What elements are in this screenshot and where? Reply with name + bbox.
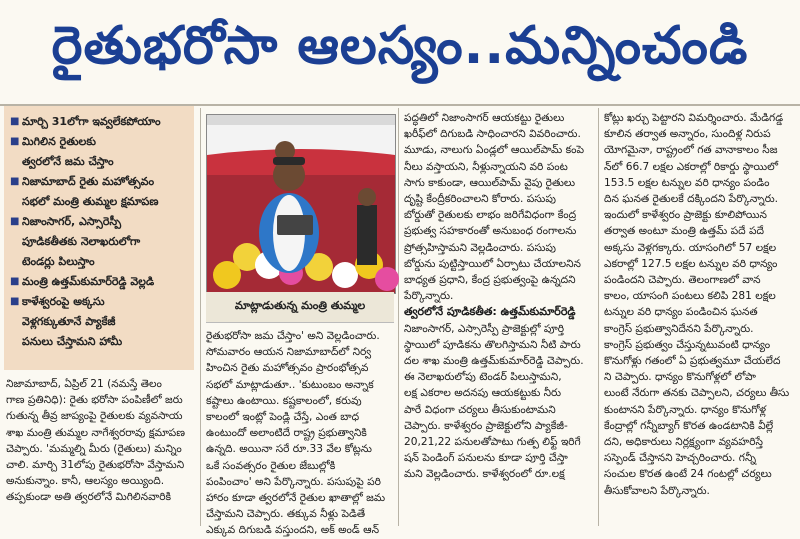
article-line: చెప్పారు. కాళేశ్వరం ప్రాజెక్టులోని ప్యాకేజీ- [404,419,568,432]
highlight-item [10,172,190,192]
article-line: నిజాంసాగర్‌, ఎస్సారెస్పీ ప్రాజెక్టుల్లో పూర్తి [404,322,565,335]
article-line: ఉన్నది. అయినా సరే రూ.33 వేల కోట్లను [206,443,372,456]
article-line: ఉంటుందో అలాంటిదే రాష్ట్ర ప్రభుత్వానికి [206,427,367,440]
square-bullet-icon [10,332,22,352]
square-bullet-icon [10,192,22,212]
article-line: చేస్తామని చెప్పారు. తక్కువ నీళ్లు పెడితే [206,508,366,521]
article-column-3 [404,110,594,526]
article-line: ఎకరాల్లో 127.5 లక్షల టన్నుల వరి ధాన్యం [604,257,778,270]
article-line: కాలం, యాసంగి పంటలు కలిపి 281 లక్షల [604,290,776,303]
article-line: అనుకున్నాం. కానీ, ఆలస్యం అయ్యింది. [6,475,165,488]
article-line: కూలిన తర్వాత అన్నారం, సుందిళ్ల నిరుప [604,128,771,141]
article-line: తర్వాత అంటూ మంత్రి ఉత్తమ్‌ పదే పదే [604,225,764,238]
article-line: కాలంలో ఇంట్లో పెండ్లి చేస్తే, ఎంత బాధ [206,411,360,424]
highlight-text: సభలో మంత్రి తుమ్మల క్షమాపణ [22,195,159,208]
highlight-text: త్వరలోనే జమ చేస్తాం [22,155,114,168]
article-line: పద్ధతిలో నిజాంసాగర్‌ ఆయకట్టు రైతులు [404,112,565,124]
highlight-text: కాళేశ్వరంపై అక్కసు [22,295,105,308]
square-bullet-icon: ■ [10,116,20,127]
article-line: కేంద్రాల్లో గన్నీబ్యాగ్‌ కొరత ఉండటానికి వీల్లే [604,419,774,432]
highlight-item [10,132,190,152]
article-line: బోర్డును పుట్టిస్తాయిలో ఏర్పాటు చేయాలనిన [404,257,581,270]
highlight-item-continued [10,312,190,332]
headline: రైతుభరోసా ఆలస్యం..మన్నించండి [51,15,749,76]
article-line: సాగు కాకుండా, ఆయిల్‌పామ్‌ వైపు రైతులు [404,176,576,189]
article-line: ప్రోత్సహిస్తామని వెల్లడించారు. పసుపు [404,241,556,254]
article-line: దృష్టి కేంద్రీకరించాలని కోరారు. పసుపు [404,193,556,206]
article-line: కాంగ్రెస్‌ ప్రభుత్వం చేస్తున్నటువంటి ధాన్యం [604,338,771,351]
subheading: త్వరలోనే పూడికతీత: ఉత్తమ్‌కుమార్‌రెడ్డి [404,305,576,319]
article-line: బాధ్యత ప్రధాని, కేంద్ర ప్రభుత్వంపై ఉన్నదని [404,274,576,287]
article-line: ఇందులో కాళేశ్వరం ప్రాజెక్టు కూలిపోయిన [604,209,767,222]
article-line: ఎక్కువ దిగుబడి వస్తుందని, అక్‌ అండ్‌ ఆన్‌ [206,524,380,537]
article-line: తప్పకుండా అతి త్వరలోనే మిగిలినవారికి [6,491,172,504]
photo-caption: మాట్లాడుతున్న మంత్రి తుమ్మల [206,292,394,323]
highlight-item-continued [10,232,190,252]
square-bullet-icon: ■ [10,176,20,187]
article-line: షన్‌ పెండింగ్‌ పనులను కూడా పూర్తి చేస్తా [404,452,568,465]
article-line: సంచుల కొరత ఉంటే 24 గంటల్లో చర్యలు [604,468,772,481]
article-column-2 [206,328,394,537]
highlight-text: నిజామాబాద్‌ రైతు మహోత్సవం [22,175,155,188]
article-line: పేర్కొన్నారు. [404,290,454,303]
article-line: లక్ష ఎకరాల అదనపు ఆయకట్టుకు నీరు [404,387,562,400]
highlight-text: టెండర్లు పిలుస్తాం [22,255,95,268]
highlight-text: నిజాంసాగర్‌, ఎస్సారెస్పీ [22,215,122,228]
article-line: కొనుగోళ్లు గతంలో ఏ ప్రభుత్వమూ చేయలేద [604,355,781,368]
article-line: అక్కసు వెళ్లగక్కారు. యాసంగిలో 57 లక్షల [604,241,777,254]
article-line: గుతున్న తీవ్ర జాప్యంపై రైతులకు వ్యవసాయ [6,410,183,423]
article-line: నిజామాబాద్‌, ఏప్రిల్‌ 21 (నమస్తే తెలం [6,378,162,390]
article-line: సోమవారం ఆయన నిజామాబాద్‌లో నిర్వ [206,346,372,359]
article-line: కుంటానని పేర్కొన్నారు. ధాన్యం కొనుగోళ్ల [604,403,767,416]
square-bullet-icon: ■ [10,136,20,147]
article-line: చెప్పారు. 'మమ్మల్ని మీరు (రైతులు) మన్నిం [6,442,182,455]
article-line: ప్రభుత్వ సహకారంతో అనుబంధ రంగాలను [404,225,577,238]
article-line: మని వెల్లడించారు. కాళేశ్వరంలో రూ.లక్ష [404,468,565,481]
article-line: బోర్డుతో రైతులకు లాభం జరిగేవిధంగా కేంద్ర [404,209,577,222]
article-line: నీలు వస్తాయని, నీళ్లున్నాయని వరి పంట [404,160,568,173]
article-line: పారే విధంగా చర్యలు తీసుకుంటామని [404,403,556,416]
highlight-item-continued [10,152,190,172]
square-bullet-icon: ■ [10,296,20,307]
highlight-item-continued [10,192,190,212]
article-line: కాంగ్రెస్‌ ప్రభుత్వానిదేనని పేర్కొన్నారు. [604,322,754,335]
highlight-text: వెళ్లగక్కుతూనే ప్యాకేజీ [22,315,116,328]
highlight-item [10,272,190,292]
square-bullet-icon [10,232,22,252]
article-line: 20,21,22 పనులతోపాటు గుత్ప లిఫ్ట్‌ ఇరిగే [404,436,581,449]
article-line: తీసుకోవాలని పేర్కొన్నారు. [604,484,710,497]
article-line: టన్నుల వరి ధాన్యం పండించిన ఘనత [604,306,758,319]
highlight-text: మార్చి 31లోగా ఇవ్వలేకపోయాం [22,115,161,128]
article-column-4 [604,110,796,526]
square-bullet-icon: ■ [10,216,20,227]
article-line: యోగమైనా, రాష్ట్రంలో గత వానాకాలం సీజ [604,144,778,157]
article-line: న్‌లో 66.7 లక్షల ఎకరాల్లో రికార్డు స్థాయిలో [604,160,779,173]
highlight-item [10,212,190,232]
highlight-item-continued [10,252,190,272]
article-line: పంపించాం' అని పేర్కొన్నారు. పసుపుపై పరి [206,475,381,488]
article-line: స్థాయిలో పూడికను తొలగిస్తామని నీటి పారు [404,338,581,351]
article-line: దని, అధికారులు నిర్లక్ష్యంగా వ్యవహరిస్తే [604,436,763,449]
column-divider [598,108,599,526]
highlight-text: మంత్రి ఉత్తమ్‌కుమార్‌రెడ్డి వెల్లడి [22,275,155,288]
square-bullet-icon: ■ [10,276,20,287]
article-line: ని చెప్పారు. ధాన్యం కొనుగోళ్లలో లోపా [604,371,756,384]
article-line: కోట్లు ఖర్చు పెట్టారని విమర్శించారు. మేడిగడ్డ [604,112,784,124]
highlight-item [10,112,190,132]
article-line: సభలో మాట్లాడుతూ.. 'కుటుంబం అన్నాక [206,378,374,391]
article-line: దిన ఘనత రైతులకే దక్కిందని పేర్కొన్నారు. [604,193,779,206]
article-line: కష్టాలు ఉంటాయి. కష్టకాలంలో, కరువు [206,394,362,407]
article-line: శాఖ మంత్రి తుమ్మల నాగేశ్వరరావు క్షమాపణ [6,426,185,439]
highlights-box [4,106,194,370]
column-divider [398,108,399,526]
article-line: మూడు, నాలుగు ఏండ్లలో ఆయిల్‌పామ్‌ కంపె [404,144,585,157]
highlight-item-continued [10,332,190,352]
article-line: 153.5 లక్షల టన్నుల వరి ధాన్యం పండిం [604,176,770,189]
minister-speaking-image [207,115,395,293]
highlight-text: మిగిలిన రైతులకు [22,135,96,148]
article-line: రైతుభరోసా జమ చేస్తాం' అని వెల్లడించారు. [206,330,380,342]
article-column-1 [6,376,194,526]
article-line: లుంటే నేరుగా తనకు చెప్పాలని, చర్యలు తీసు [604,387,790,400]
column-divider [200,108,201,526]
square-bullet-icon [10,252,22,272]
article-line: హించిన రైతు మహోత్సవం ప్రారంభోత్సవ [206,362,369,375]
highlight-item [10,292,190,312]
highlight-text: పూడికతీతకు నెలాఖరులోగా [22,235,141,248]
article-line: ఈ నెలాఖరులోపు టెండర్‌ పిలుస్తామని, [404,371,562,384]
minister-photo [206,114,396,294]
article-line: సస్పెండ్‌ చేస్తానని హెచ్చరించారు. గన్నీ [604,452,756,465]
square-bullet-icon [10,312,22,332]
square-bullet-icon [10,152,22,172]
highlight-text: పనులు చేస్తామని హామీ [22,335,123,348]
article-line: దల శాఖ మంత్రి ఉత్తమ్‌కుమార్‌రెడ్డి చెప్పారు. [404,355,584,368]
article-line: హారం కూడా త్వరలోనే రైతుల ఖాతాల్లో జమ [206,492,386,505]
article-line: ఒకే సంవత్సరం రైతుల జేబుల్లోకి [206,459,336,472]
article-line: ఖరీఫ్‌‌లో దిగుబడి సాధించారని వివరించారు. [404,128,581,141]
article-line: పండిందని చెప్పారు. తెలంగాణలో వాన [604,274,761,287]
article-line: గాణ ప్రతినిధి): రైతు భరోసా పంపిణీలో జరు [6,394,183,407]
article-line: చాలి. మార్చి 31లోపు రైతుభరోసా వేస్తామని [6,459,185,472]
